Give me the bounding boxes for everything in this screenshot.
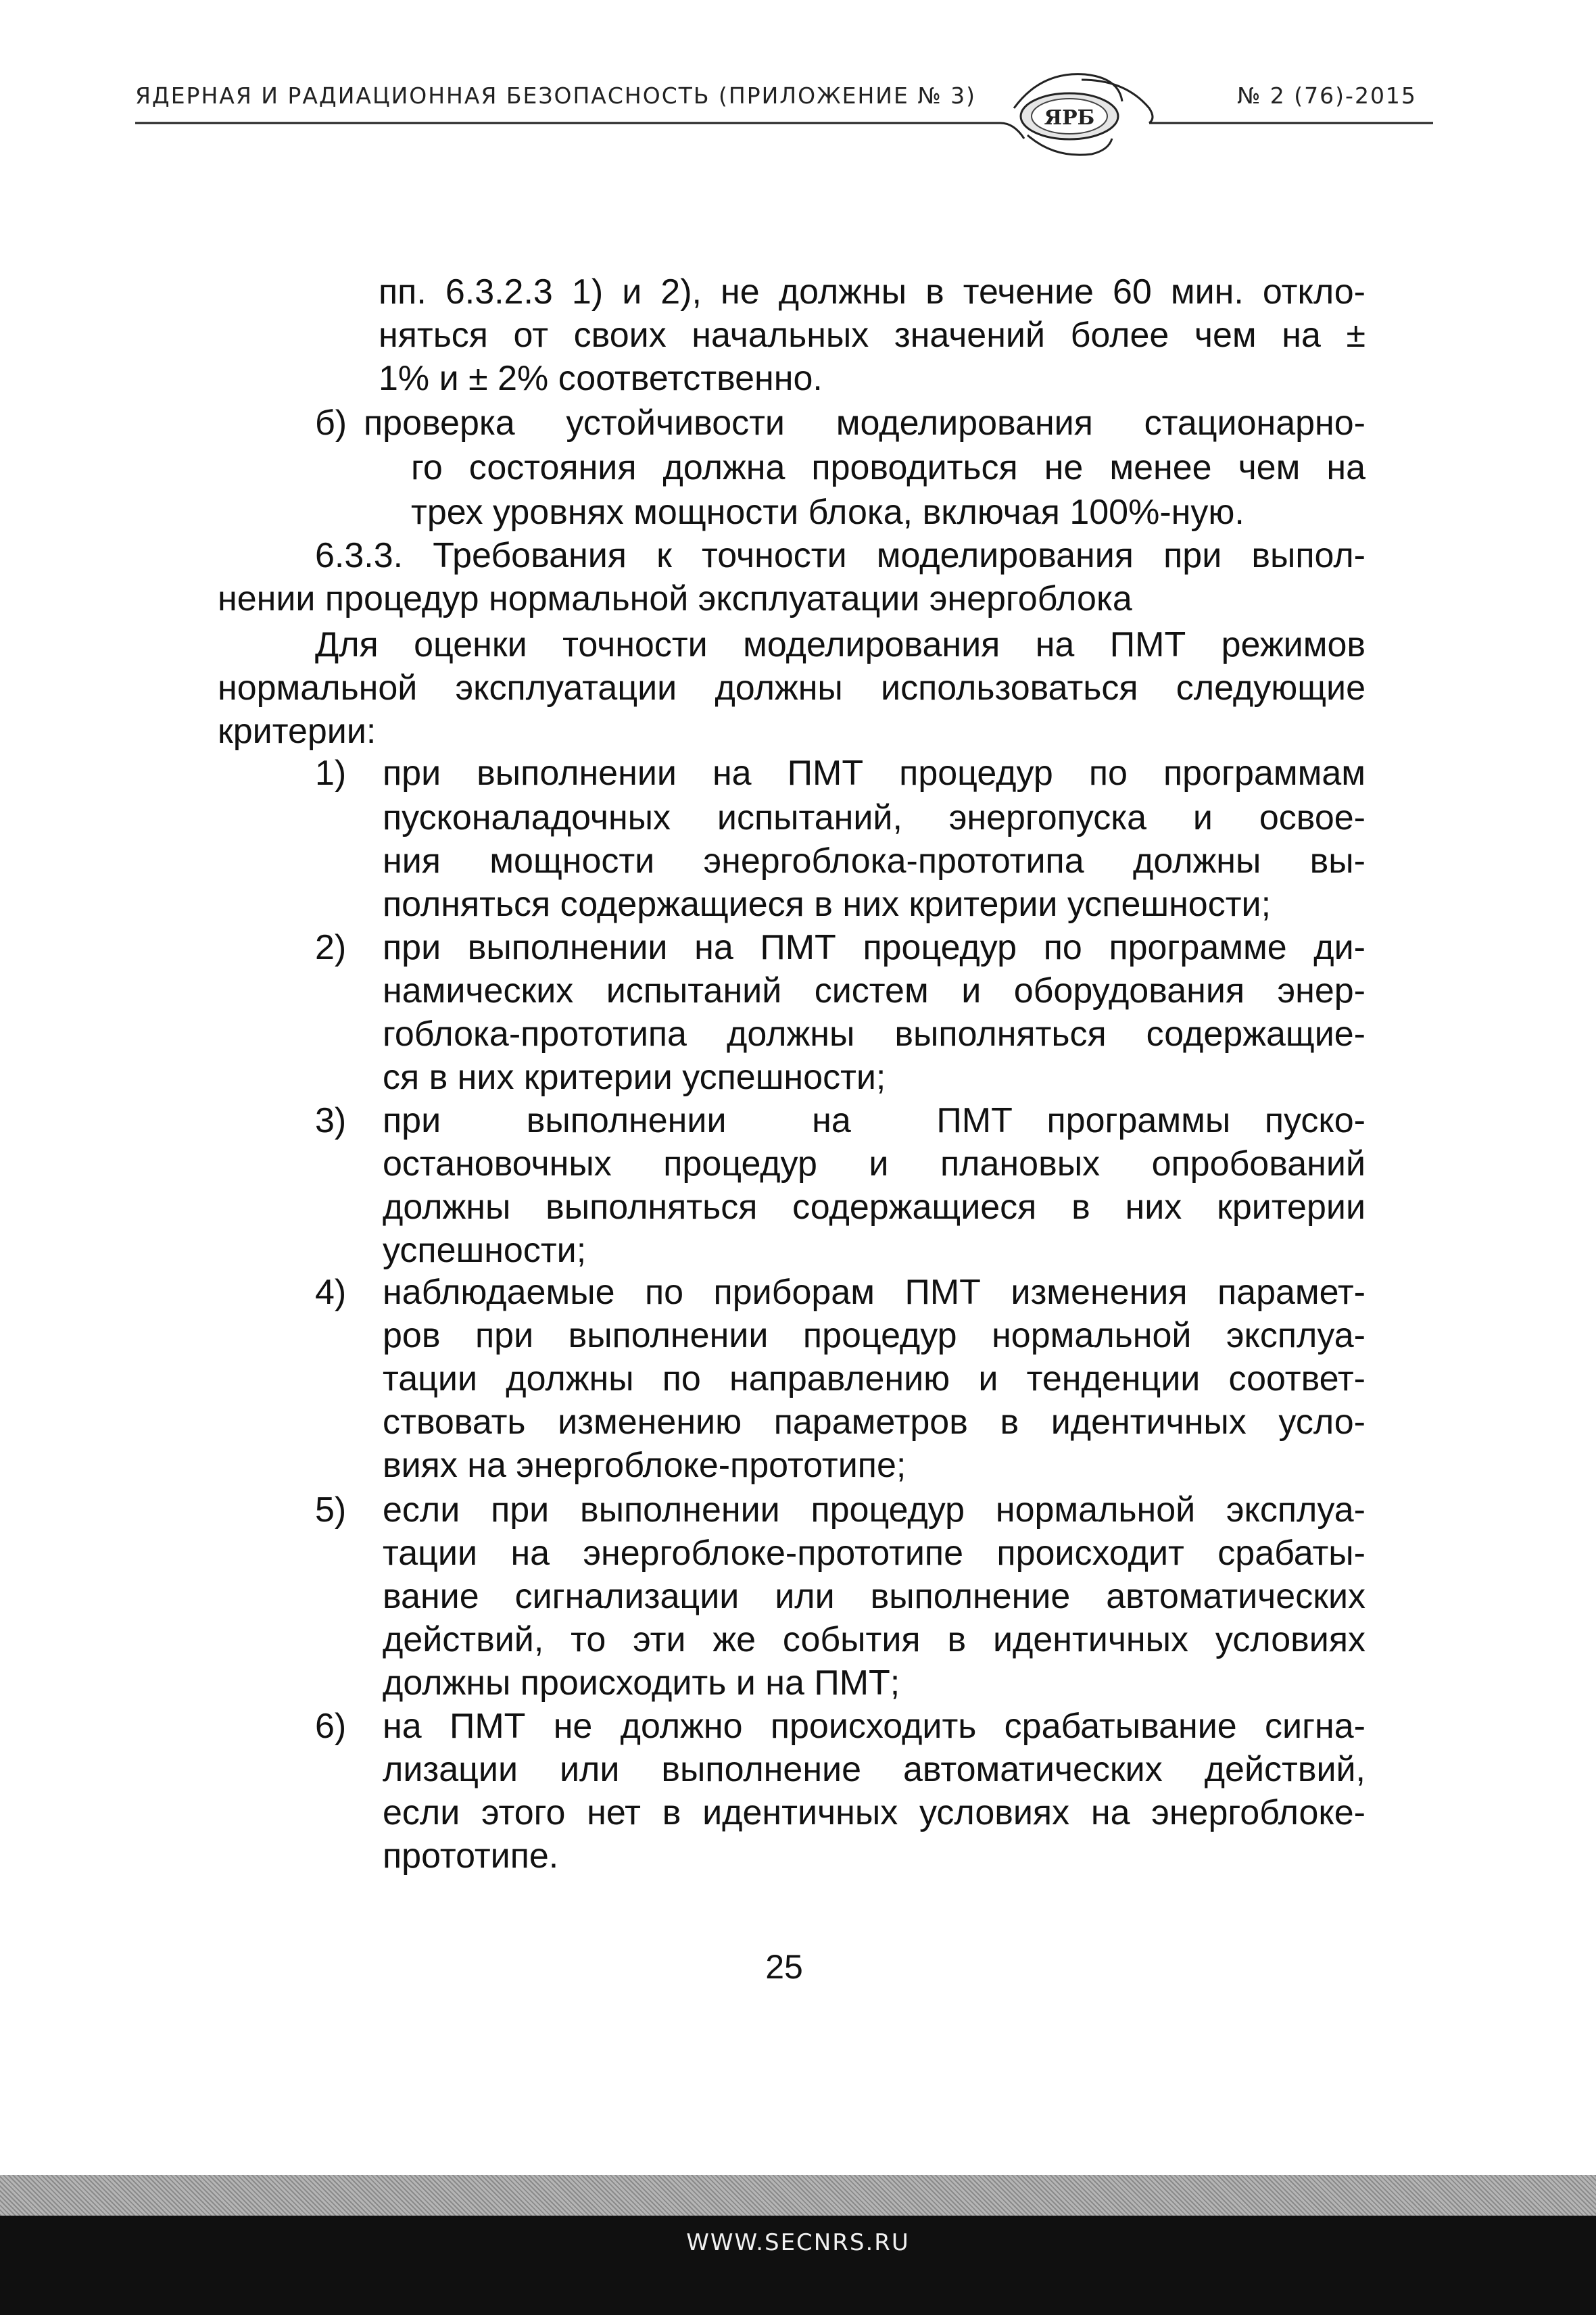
text-line: лизации или выполнение автоматических действий, <box>383 1750 1365 1789</box>
text-line: няться от своих начальных значений более чем на ± <box>379 316 1365 355</box>
section-heading-line: 6.3.3. Требования к точности моделирования при выпол- <box>315 536 1365 575</box>
text-line: намических испытаний систем и оборудования энер- <box>383 971 1365 1010</box>
text-line: 1% и ± 2% соответственно. <box>379 359 823 398</box>
text-line: при выполнении на ПМТ программы пуско- <box>383 1101 1365 1140</box>
footer-website-link[interactable]: WWW.SECNRS.RU <box>686 2229 910 2256</box>
text-line: при выполнении на ПМТ процедур по программам <box>383 754 1365 793</box>
list-marker: 3) <box>315 1101 347 1140</box>
text-line: наблюдаемые по приборам ПМТ изменения парамет- <box>383 1273 1365 1312</box>
text-line: тации должны по направлению и тенденции соответ- <box>383 1359 1365 1398</box>
text-line: на ПМТ не должно происходить срабатывание сигна- <box>383 1707 1365 1746</box>
text-line: вание сигнализации или выполнение автоматических <box>383 1577 1365 1616</box>
text-line: ствовать изменению параметров в идентичных усло- <box>383 1403 1365 1442</box>
text-line: если этого нет в идентичных условиях на энергоблоке- <box>383 1793 1365 1832</box>
text-line: Для оценки точности моделирования на ПМТ режимов <box>315 625 1365 664</box>
list-marker: 5) <box>315 1490 347 1530</box>
issue-number: № 2 (76)-2015 <box>1237 82 1417 109</box>
text-line: прототипе. <box>383 1836 559 1876</box>
text-line: остановочных процедур и плановых опробований <box>383 1144 1365 1184</box>
section-heading-line: нении процедур нормальной эксплуатации энергоблока <box>218 579 1132 618</box>
text-line: тации на энергоблоке-прототипе происходит срабаты- <box>383 1534 1365 1573</box>
text-line: должны происходить и на ПМТ; <box>383 1663 900 1703</box>
text-line: пп. 6.3.2.3 1) и 2), не должны в течение 60 мин. откло- <box>379 272 1365 312</box>
list-marker: 6) <box>315 1707 347 1746</box>
text-line: ров при выполнении процедур нормальной эксплуа- <box>383 1316 1365 1355</box>
text-line: должны выполняться содержащиеся в них критерии <box>383 1188 1365 1227</box>
footer-pattern-band <box>0 2175 1596 2216</box>
text-line: трех уровнях мощности блока, включая 100%-ную. <box>411 493 1244 532</box>
text-line: действий, то эти же события в идентичных условиях <box>383 1620 1365 1659</box>
logo-text: ЯРБ <box>1044 106 1095 130</box>
list-marker: 2) <box>315 928 347 967</box>
text-line: пусконаладочных испытаний, энергопуска и освое- <box>383 798 1365 837</box>
text-line: ния мощности энергоблока-прототипа должны вы- <box>383 842 1365 881</box>
text-line: критерии: <box>218 712 377 751</box>
text-line: виях на энергоблоке-прототипе; <box>383 1446 906 1485</box>
text-line: нормальной эксплуатации должны использоваться следующие <box>218 668 1365 708</box>
list-marker: 4) <box>315 1273 347 1312</box>
list-marker: б) <box>315 404 347 443</box>
text-line: полняться содержащиеся в них критерии успешности; <box>383 885 1272 924</box>
list-marker: 1) <box>315 754 347 793</box>
text-line: при выполнении на ПМТ процедур по программе ди- <box>383 928 1365 967</box>
text-line: гоблока-прототипа должны выполняться содержащие- <box>383 1015 1365 1054</box>
text-line: проверка устойчивости моделирования стационарно- <box>364 404 1365 443</box>
text-line: го состояния должна проводиться не менее чем на <box>411 448 1365 487</box>
text-line: если при выполнении процедур нормальной эксплуа- <box>383 1490 1365 1530</box>
journal-title: ЯДЕРНАЯ И РАДИАЦИОННАЯ БЕЗОПАСНОСТЬ (ПРИЛОЖЕНИЕ № 3) <box>135 82 977 109</box>
text-line: успешности; <box>383 1231 587 1270</box>
text-line: ся в них критерии успешности; <box>383 1058 886 1097</box>
page-number: 25 <box>765 1948 803 1986</box>
